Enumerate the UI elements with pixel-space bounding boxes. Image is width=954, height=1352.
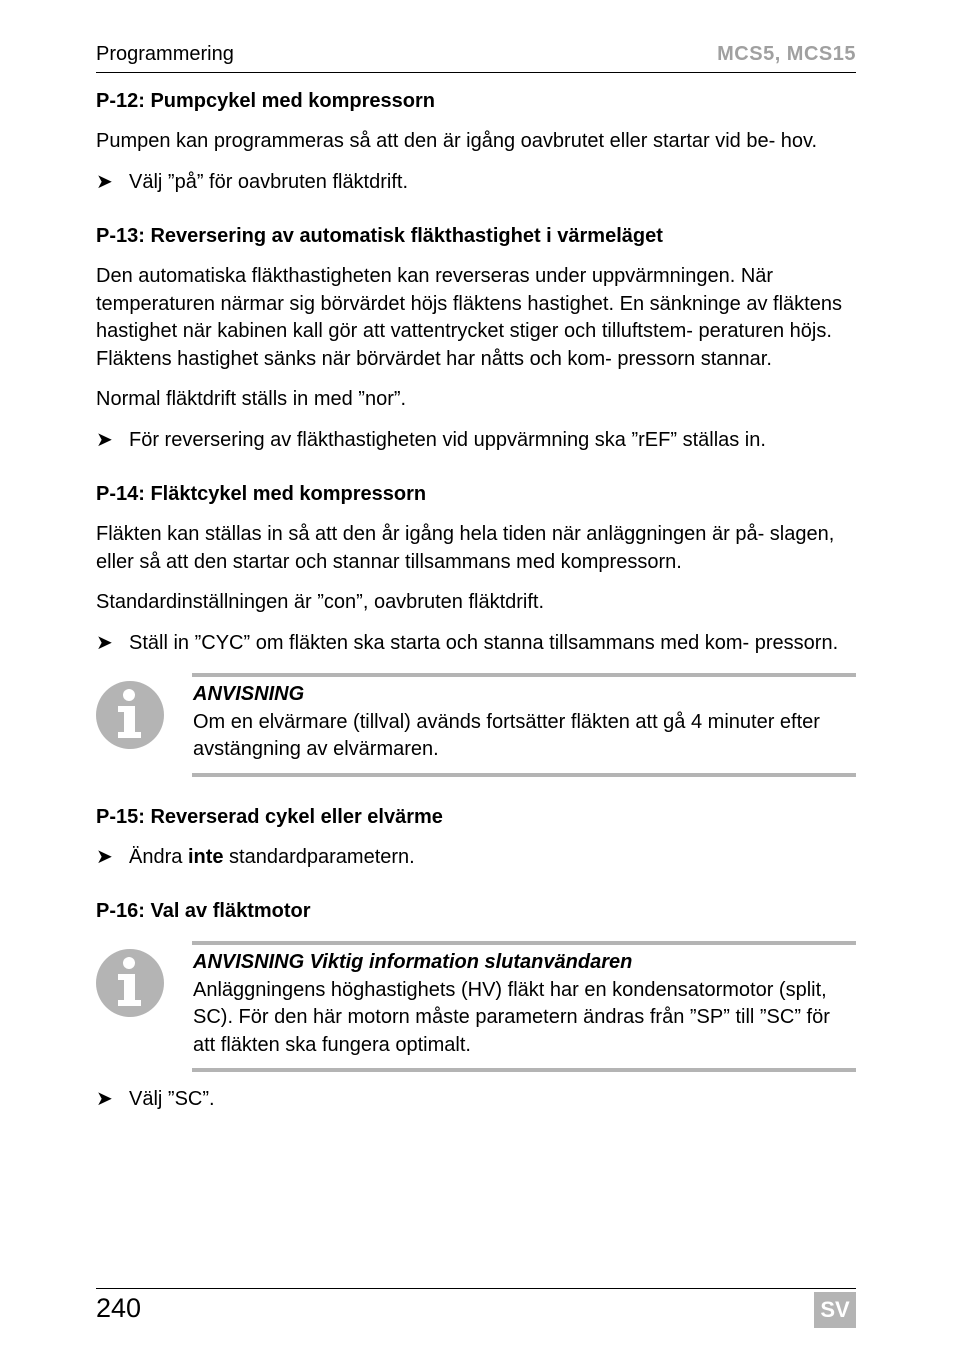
note-text: Om en elvärmare (tillval) avänds fortsätter fläkten att gå 4 minuter efter avstängning av elvärmaren.: [193, 710, 820, 760]
page-header: [96, 40, 856, 73]
p14-bullet: [96, 630, 856, 658]
language-badge: SV: [814, 1292, 856, 1328]
note-content: [192, 673, 856, 777]
p13-paragraph-1: Den automatiska fläkthastigheten kan reverseras under uppvärmningen. När temperaturen närmar sig börvärdet höjs fläktens hastighet. En sänkninge av fläktens hastighet när kabinen kall gör att vattentrycket stiger och tilluftstem- peraturen höjs. Fläktens hastighet sänks när börvärdet har nåtts och kom- pressorn stannar.: [96, 265, 842, 370]
p13-bullet: [96, 427, 856, 455]
section-title-p12: P-12: Pumpcykel med kompressorn: [96, 90, 436, 112]
arrow-bullet-icon: ➤: [96, 1088, 113, 1110]
bullet-text-bold: inte: [187, 845, 224, 868]
arrow-bullet-icon: ➤: [96, 428, 113, 451]
p13-paragraph-2: Normal fläktdrift ställs in med ”nor”.: [96, 388, 407, 410]
p14-paragraph-2: Standardinställningen är ”con”, oavbruten fläktdrift.: [96, 591, 545, 613]
info-icon: [96, 681, 164, 749]
arrow-bullet-icon: ➤: [96, 170, 113, 193]
p16-bullet: [96, 1086, 856, 1114]
section-title-p14: P-14: Fläktcykel med kompressorn: [96, 483, 427, 505]
note-text: Anläggningens höghastighets (HV) fläkt har en kondensatormotor (split, SC). För den här motorn måste parametern ändras från ”SP” till ”SC” för att fläkten ska fungera optimalt.: [193, 978, 830, 1056]
section-title-p13: P-13: Reversering av automatisk fläkthastighet i värmeläget: [96, 225, 663, 247]
footer-divider: [96, 1288, 856, 1289]
p14-paragraph-1: Fläkten kan ställas in så att den år igång hela tiden när anläggningen är på- slagen, eller så att den startar och stannar tillsammans med kompressorn.: [96, 523, 835, 573]
section-title-p16: P-16: Val av fläktmotor: [96, 900, 311, 922]
page-content: [96, 88, 856, 1127]
p15-bullet: [96, 844, 856, 872]
bullet-text: Välj ”på” för oavbruten fläktdrift.: [129, 170, 409, 193]
info-icon: [96, 949, 164, 1017]
header-model-name: MCS5, MCS15: [717, 43, 856, 65]
p12-bullet: [96, 169, 856, 197]
note-title: ANVISNING: [193, 683, 305, 705]
bullet-text: Ställ in ”CYC” om fläkten ska starta och stanna tillsammans med kom- pressorn.: [129, 631, 839, 654]
arrow-bullet-icon: ➤: [96, 845, 113, 868]
header-section-title: Programmering: [96, 43, 234, 65]
section-title-p15: P-15: Reverserad cykel eller elvärme: [96, 805, 443, 828]
page-number: 240: [96, 1293, 142, 1323]
p12-paragraph: Pumpen kan programmeras så att den är igång oavbrutet eller startar vid be- hov.: [96, 130, 818, 152]
note-title: ANVISNING Viktig information slutanvändaren: [193, 951, 633, 973]
note-box-p16: [96, 941, 856, 1072]
note-content: [192, 941, 856, 1072]
arrow-bullet-icon: ➤: [96, 631, 113, 654]
bullet-text: Välj ”SC”.: [129, 1088, 215, 1110]
bullet-text: För reversering av fläkthastigheten vid uppvärmning ska ”rEF” ställas in.: [129, 428, 766, 451]
bullet-text-post: standardparametern.: [223, 845, 415, 868]
bullet-text-pre: Ändra: [129, 845, 188, 868]
note-box-p14: [96, 673, 856, 777]
